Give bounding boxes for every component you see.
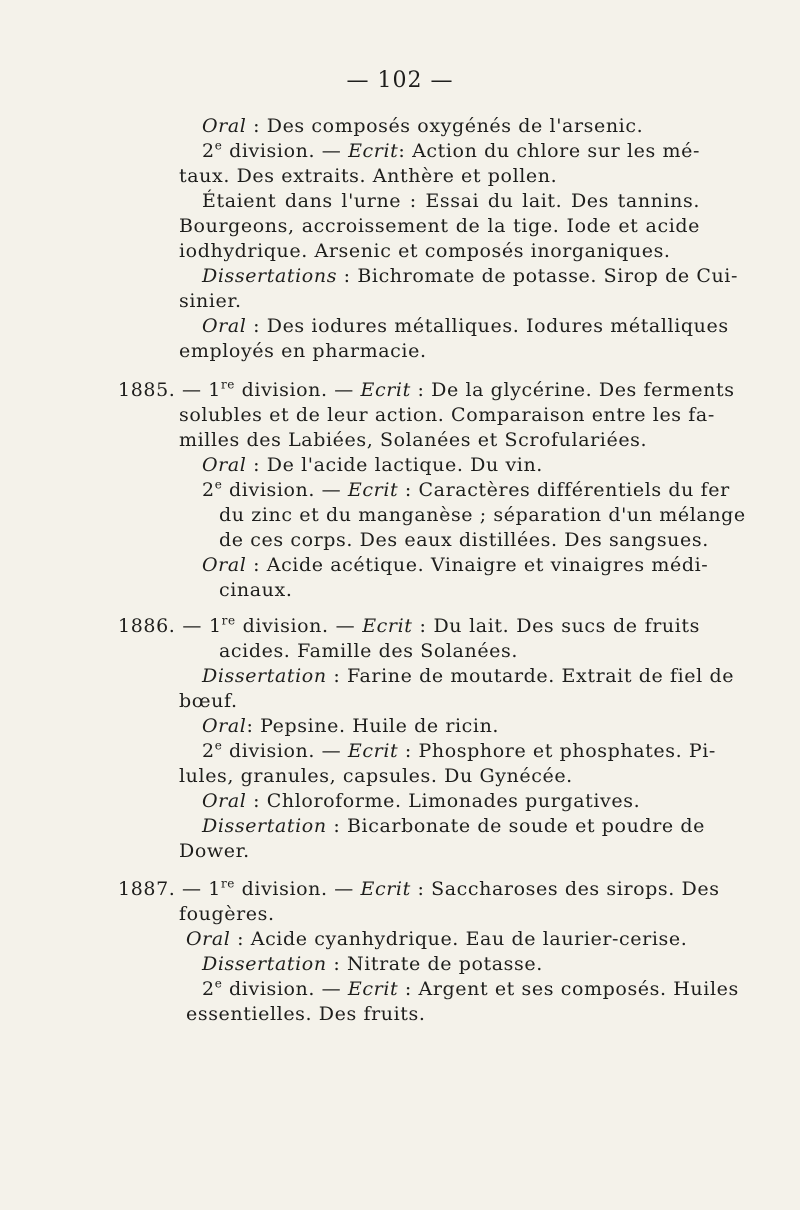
text-line <box>179 239 671 263</box>
text-run: : Bichromate de potasse. Sirop de Cui- <box>337 265 738 287</box>
italic-term: Ecrit <box>362 615 413 637</box>
text-line <box>202 789 641 813</box>
text-run: cinaux. <box>219 579 293 601</box>
text-line <box>202 738 716 763</box>
text-line <box>202 477 730 502</box>
text-line <box>219 503 746 527</box>
italic-term: Ecrit <box>347 479 399 501</box>
text-run: : Des iodures métalliques. Iodures métalliques <box>246 315 729 337</box>
text-line <box>202 814 705 838</box>
text-run: : Saccharoses des sirops. Des <box>410 878 720 900</box>
text-run: division. — <box>235 878 361 900</box>
italic-term: Dissertations <box>202 265 338 287</box>
text-line <box>186 1002 426 1026</box>
text-line <box>202 264 738 288</box>
text-line <box>179 214 700 238</box>
italic-term: Oral <box>202 790 247 812</box>
text-line <box>202 553 709 577</box>
text-run: solubles et de leur action. Comparaison entre les fa- <box>179 404 715 426</box>
text-run: 1886. — 1 <box>118 615 222 637</box>
text-run: Dower. <box>179 840 250 862</box>
page-number: — 102 — <box>346 68 454 93</box>
text-run: employés en pharmacie. <box>179 340 427 362</box>
text-run: acides. Famille des Solanées. <box>219 640 519 662</box>
text-run: 2 <box>202 479 215 501</box>
italic-term: Oral <box>186 928 231 950</box>
text-line <box>202 314 729 338</box>
text-line <box>118 377 735 402</box>
text-line <box>219 639 519 663</box>
text-line <box>202 453 543 477</box>
superscript: re <box>220 876 236 891</box>
text-run: : Argent et ses composés. Huiles <box>398 978 739 1000</box>
text-run: division. — <box>222 740 348 762</box>
italic-term: Oral <box>202 454 247 476</box>
text-line <box>179 839 249 863</box>
italic-term: Dissertation <box>202 815 327 837</box>
text-run: 1885. — 1 <box>118 379 221 401</box>
text-run: 2 <box>202 978 215 1000</box>
text-run: : Farine de moutarde. Extrait de fiel de <box>326 665 735 687</box>
superscript: re <box>221 613 236 628</box>
text-line <box>179 403 715 427</box>
italic-term: Ecrit <box>360 878 411 900</box>
italic-term: Ecrit <box>347 740 399 762</box>
text-run: sinier. <box>179 290 242 312</box>
text-run: 1887. — 1 <box>118 878 221 900</box>
italic-term: Ecrit <box>348 140 399 162</box>
text-line <box>179 428 648 452</box>
text-run: : Phosphore et phosphates. Pi- <box>398 740 716 762</box>
text-run: iodhydrique. Arsenic et composés inorganiques. <box>179 240 671 262</box>
text-run: de ces corps. Des eaux distillées. Des sangsues. <box>219 529 709 551</box>
text-run: du zinc et du manganèse ; séparation d'un mélange <box>219 504 746 526</box>
italic-term: Dissertation <box>202 953 327 975</box>
text-line <box>202 976 739 1001</box>
text-line <box>118 614 700 638</box>
text-run: division. — <box>235 615 363 637</box>
text-run: division. — <box>222 978 348 1000</box>
italic-term: Ecrit <box>360 379 411 401</box>
text-line <box>202 714 500 738</box>
superscript: e <box>214 738 223 753</box>
text-run: taux. Des extraits. Anthère et pollen. <box>179 165 558 187</box>
text-run: fougères. <box>179 903 275 925</box>
text-line <box>179 764 573 788</box>
text-line <box>186 927 688 951</box>
text-run: bœuf. <box>179 690 238 712</box>
text-line <box>202 139 700 163</box>
text-line <box>179 164 558 188</box>
text-run: 2 <box>202 140 215 162</box>
superscript: e <box>214 138 223 153</box>
text-run: : Action du chlore sur les mé- <box>398 140 700 162</box>
text-run: : Du lait. Des sucs de fruits <box>412 615 700 637</box>
italic-term: Oral <box>202 715 247 737</box>
text-run: lules, granules, capsules. Du Gynécée. <box>179 765 573 787</box>
text-run: : Pepsine. Huile de ricin. <box>246 715 500 737</box>
superscript: e <box>214 976 223 991</box>
text-run: : Chloroforme. Limonades purgatives. <box>246 790 641 812</box>
text-run: : De l'acide lactique. Du vin. <box>246 454 543 476</box>
text-line <box>202 114 644 138</box>
text-run: : Caractères différentiels du fer <box>398 479 730 501</box>
text-run: division. — <box>222 140 349 162</box>
text-run: : De la glycérine. Des ferments <box>410 379 735 401</box>
text-run: : Acide acétique. Vinaigre et vinaigres médi- <box>246 554 709 576</box>
text-run: : Bicarbonate de soude et poudre de <box>326 815 705 837</box>
text-line <box>179 902 273 926</box>
text-line <box>219 578 293 602</box>
text-line <box>179 339 427 363</box>
text-line <box>202 664 735 688</box>
italic-term: Oral <box>202 115 247 137</box>
text-run: milles des Labiées, Solanées et Scrofulariées. <box>179 429 648 451</box>
text-line <box>179 289 249 313</box>
text-run: division. — <box>235 379 361 401</box>
text-line <box>202 189 700 213</box>
text-run: : Des composés oxygénés de l'arsenic. <box>246 115 644 137</box>
text-line <box>202 952 543 976</box>
text-run: essentielles. Des fruits. <box>186 1003 426 1025</box>
italic-term: Ecrit <box>347 978 399 1000</box>
italic-term: Oral <box>202 315 247 337</box>
text-run: : Nitrate de potasse. <box>326 953 543 975</box>
text-run: Étaient dans l'urne : Essai du lait. Des tannins. <box>202 190 700 212</box>
italic-term: Dissertation <box>202 665 327 687</box>
text-line <box>179 689 239 713</box>
text-run: division. — <box>222 479 348 501</box>
text-run: 2 <box>202 740 215 762</box>
italic-term: Oral <box>202 554 247 576</box>
text-line <box>118 876 720 901</box>
superscript: re <box>220 377 236 392</box>
text-run: : Acide cyanhydrique. Eau de laurier-cerise. <box>230 928 688 950</box>
superscript: e <box>214 477 223 492</box>
text-run: Bourgeons, accroissement de la tige. Iode et acide <box>179 215 700 237</box>
text-line <box>219 528 709 552</box>
